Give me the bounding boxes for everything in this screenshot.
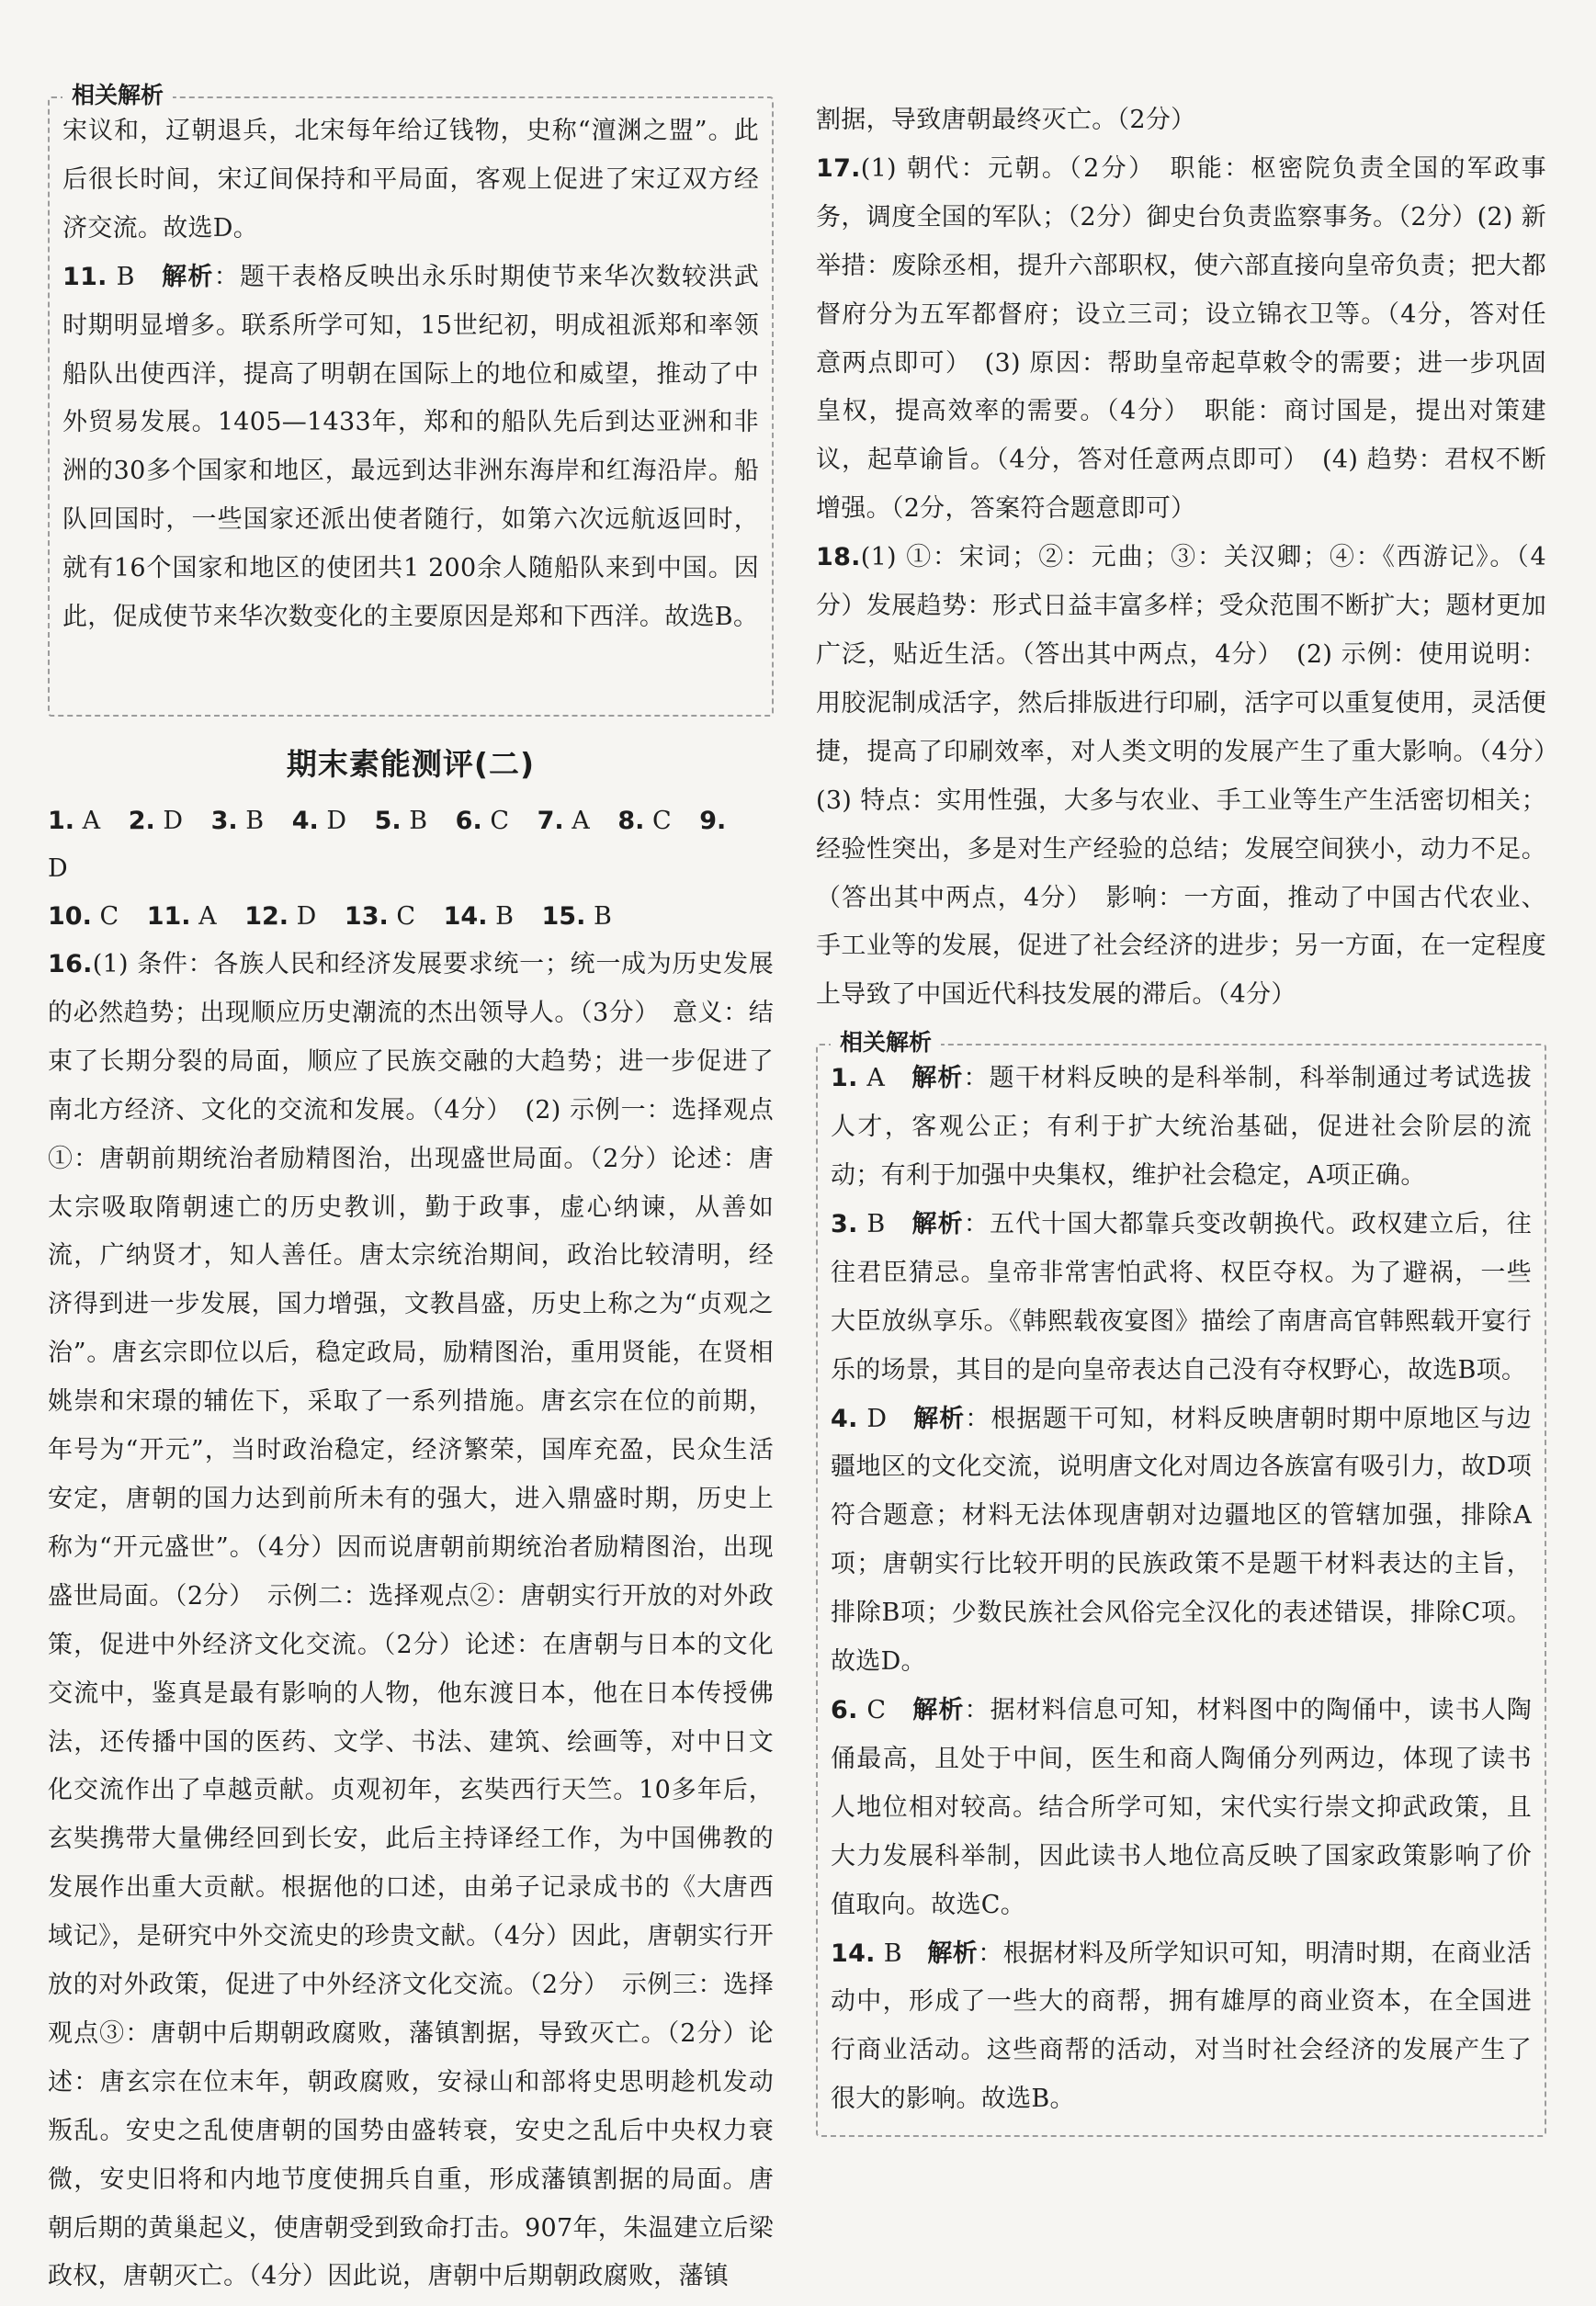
related-analysis-box-left: [48, 82, 774, 717]
answer-item: 11. A: [146, 902, 217, 931]
analysis-item: 4. D 解析：根据题干可知，材料反映唐朝时期中原地区与边疆地区的文化交流，说明唐文化对周边各族富有吸引力，故D项符合题意；材料无法体现唐朝对边疆地区的管辖加强，排除A项；唐朝实行比较开明的民族政策不是题干材料表达的主旨，排除B项；少数民族社会风俗完全汉化的表述错误，排除C项。故选D。: [831, 1404, 1532, 1677]
analysis-item: 3. B 解析：五代十国大都靠兵变改朝换代。政权建立后，往往君臣猜忌。皇帝非常害怕武将、权臣夺权。为了避祸，一些大臣放纵享乐。《韩熙载夜宴图》描绘了南唐高官韩熙载开宴行乐的场景，其目的是向皇帝表达自己没有夺权野心，故选B项。: [831, 1209, 1532, 1385]
answer-item: 6. C: [455, 807, 509, 835]
analysis-item: 14. B 解析：根据材料及所学知识可知，明清时期，在商业活动中，形成了一些大的商帮，拥有雄厚的商业资本，在全国进行商业活动。这些商帮的活动，对当时社会经济的发展产生了很大的影响。故选B。: [831, 1939, 1532, 2114]
question-16-text: (1) 条件：各族人民和经济发展要求统一；统一成为历史发展的必然趋势；出现顺应历史潮流的杰出领导人。（3分） 意义：结束了长期分裂的局面，顺应了民族交融的大趋势；进一步促进了南北方经济、文化的交流和发展。（4分） (2) 示例一：选择观点①：唐朝前期统治者励精图治，出现盛世局面。（2分）论述：唐太宗吸取隋朝速亡的历史教训，勤于政事，虚心纳谏，从善如流，广纳贤才，知人善任。唐太宗统治期间，政治比较清明，经济得到进一步发展，国力增强，文教昌盛，历史上称之为“贞观之治”。唐玄宗即位以后，稳定政局，励精图治，重用贤能，在贤相姚崇和宋璟的辅佐下，采取了一系列措施。唐玄宗在位的前期，年号为“开元”，当时政治稳定，经济繁荣，国库充盈，民众生活安定，唐朝的国力达到前所未有的强大，进入鼎盛时期，历史上称为“开元盛世”。（4分）因而说唐朝前期统治者励精图治，出现盛世局面。（2分） 示例二：选择观点②：唐朝实行开放的对外政策，促进中外经济文化交流。（2分）论述：在唐朝与日本的文化交流中，鉴真是最有影响的人物，他东渡日本，他在日本传授佛法，还传播中国的医药、文学、书法、建筑、绘画等，对中日文化交流作出了卓越贡献。贞观初年，玄奘西行天竺。10多年后，玄奘携带大量佛经回到长安，此后主持译经工作，为中国佛教的发展作出重大贡献。根据他的口述，由弟子记录成书的《大唐西域记》，是研究中外交流史的珍贵文献。（4分）因此，唐朝实行开放的对外政策，促进了中外经济文化交流。（2分） 示例三：选择观点③：唐朝中后期朝政腐败，藩镇割据，导致灭亡。（2分）论述：唐玄宗在位末年，朝政腐败，安禄山和部将史思明趁机发动叛乱。安史之乱使唐朝的国势由盛转衰，安史之乱后中央权力衰微，安史旧将和内地节度使拥兵自重，形成藩镇割据的局面。唐朝后期的黄巢起义，使唐朝受到致命打击。907年，朱温建立后梁政权，唐朝灭亡。（4分）因此说，唐朝中后期朝政腐败，藩镇: [48, 950, 774, 2291]
answer-item: 15. B: [541, 902, 612, 931]
answer-item: 8. C: [617, 807, 672, 835]
answer-item: 13. C: [344, 902, 416, 931]
answer-row-2: [48, 893, 774, 941]
question-18-text: (1) ①：宋词；②：元曲；③：关汉卿；④：《西游记》。（4分）发展趋势：形式日益丰富多样；受众范围不断扩大；题材更加广泛，贴近生活。（答出其中两点，4分） (2) 示例：使用说明：用胶泥制成活字，然后排版进行印刷，活字可以重复使用，灵活便捷，提高了印刷效率，对人类文明的发展产生了重大影响。（4分） (3) 特点：实用性强，大多与农业、手工业等生产生活密切相关；经验性突出，多是对生产经验的总结；发展空间狭小，动力不足。（答出其中两点，4分） 影响：一方面，推动了中国古代农业、手工业等的发展，促进了社会经济的进步；另一方面，在一定程度上导致了中国近代科技发展的滞后。（4分）: [816, 543, 1572, 1010]
analysis-continuation: 宋议和，辽朝退兵，北宋每年给辽钱物，史称“澶渊之盟”。此后很长时间，宋辽间保持和平局面，客观上促进了宋辽双方经济交流。故选D。: [62, 117, 759, 243]
analysis-text: ：题干表格反映出永乐时期使节来华次数较洪武时期明显增多。联系所学可知，15世纪初，明成祖派郑和率领船队出使西洋，提高了明朝在国际上的地位和威望，推动了中外贸易发展。1405—1433年，郑和的船队先后到达亚洲和非洲的30多个国家和地区，最远到达非洲东海岸和红海沿岸。船队回国时，一些国家还派出使者随行，如第六次远航返回时，就有16个国家和地区的使团共1 200余人随船队来到中国。因此，促成使节来华次数变化的主要原因是郑和下西洋。故选B。: [62, 262, 759, 632]
answer-item: 1. A: [48, 807, 101, 835]
answer-letter: B: [116, 262, 135, 291]
question-number: 11.: [62, 262, 108, 291]
analysis-item: 6. C 解析：据材料信息可知，材料图中的陶俑中，读书人陶俑最高，且处于中间，医生和商人陶俑分列两边，体现了读书人地位相对较高。结合所学可知，宋代实行崇文抑武政策，且大力发展科举制，因此读书人地位高反映了国家政策影响了价值取向。故选C。: [831, 1696, 1532, 1919]
analysis-q11: [62, 254, 759, 642]
answer-item: 9. D: [48, 807, 727, 883]
question-16-answer: [48, 941, 774, 2301]
analysis-label: 解析: [162, 262, 214, 291]
box-title: 相关解析: [831, 1027, 941, 1058]
answer-item: 7. A: [537, 807, 590, 835]
question-number: 16.: [48, 950, 93, 978]
answer-item: 10. C: [48, 902, 119, 931]
box-title: 相关解析: [62, 80, 173, 111]
question-17-text: (1) 朝代：元朝。（2分） 职能：枢密院负责全国的军政事务，调度全国的军队；（2分）御史台负责监察事务。（2分）(2) 新举措：废除丞相，提升六部职权，使六部直接向皇帝负责；把大都督府分为五军都督府；设立三司；设立锦衣卫等。（4分，答对任意两点即可） (3) 原因：帮助皇帝起草敕令的需要；进一步巩固皇权，提高效率的需要。（4分） 职能：商讨国是，提出对策建议，起草谕旨。（4分，答对任意两点即可） (4) 趋势：君权不断增强。（2分，答案符合题意即可）: [816, 153, 1546, 524]
question-number: 18.: [816, 543, 861, 572]
answer-item: 5. B: [374, 807, 428, 835]
analysis-item: 1. A 解析：题干材料反映的是科举制，科举制通过考试选拔人才，客观公正；有利于扩大统治基础，促进社会阶层的流动；有利于加强中央集权，维护社会稳定，A项正确。: [831, 1064, 1532, 1191]
question-number: 17.: [816, 153, 861, 183]
answer-item: 12. D: [244, 902, 317, 931]
left-column: [48, 82, 774, 2301]
section-title: 期末素能测评(二): [286, 746, 536, 782]
right-column: [816, 96, 1572, 2137]
question-18-answer: [816, 534, 1572, 1020]
related-analysis-box-right: [816, 1029, 1546, 2137]
answer-item: 2. D: [128, 807, 184, 835]
answer-item: 14. B: [443, 902, 514, 931]
answer-item: 3. B: [210, 807, 265, 835]
question-16-continuation: 割据，导致唐朝最终灭亡。（2分）: [816, 106, 1196, 134]
question-17-answer: [816, 145, 1546, 534]
answer-row-1: [48, 797, 774, 893]
answer-item: 4. D: [291, 807, 346, 835]
